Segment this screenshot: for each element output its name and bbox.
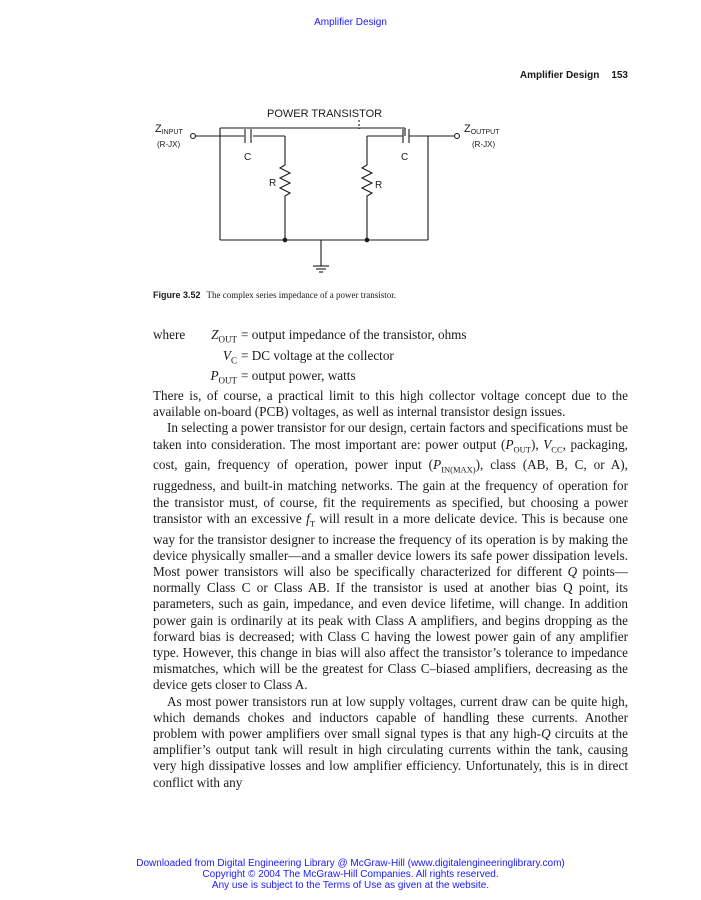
- def-text: = DC voltage at the collector: [241, 347, 394, 363]
- def-text: = output impedance of the transistor, ohms: [241, 327, 467, 342]
- capacitor-left: [245, 129, 251, 143]
- p3-text-a: As most power transistors run at low supply voltages, current draw can be quite high, which demands chokes and inductors capable of handling these currents. Another problem with power amplifiers over small signal types is that any high-: [153, 693, 628, 741]
- paragraph-2: [153, 420, 628, 693]
- ground-bus: [220, 238, 428, 272]
- p3-text-b: circuits at the amplifier’s output tank will result in high circulating currents within the tank, causing very high dissipative losses and low amplifier efficiency. Unfortunately, this is in direct conflict with any: [153, 725, 628, 790]
- p2-ft-sub: T: [309, 518, 316, 529]
- p2-pin-sub: IN(MAX): [441, 465, 476, 476]
- z-output-paren: (R-JX): [472, 140, 496, 149]
- def-text-value: DC voltage at the collector: [251, 347, 394, 363]
- p3-q: Q: [541, 725, 551, 741]
- symbol-definitions: [153, 327, 467, 389]
- p2-pout-letter: P: [505, 436, 514, 452]
- top-link[interactable]: Amplifier Design: [314, 17, 387, 28]
- resistor-right-label: R: [375, 180, 383, 191]
- p2-vcc-sub: CC: [551, 444, 563, 455]
- p2-vcc-letter: V: [543, 436, 552, 452]
- p2-vcc: [543, 436, 563, 455]
- def-text-value: output power, watts: [251, 368, 356, 384]
- p2-text-c: , packaging, cost, gain, frequency of operation, power input (: [153, 436, 628, 473]
- def-text: = output power, watts: [241, 368, 356, 384]
- z-input-symbol: Z: [155, 123, 162, 135]
- footer-download-link[interactable]: Downloaded from Digital Engineering Library @ McGraw-Hill (www.digitalengineeringlibrary.com): [136, 858, 565, 869]
- footer-copyright[interactable]: Copyright © 2004 The McGraw-Hill Companies. All rights reserved.: [202, 869, 499, 880]
- p2-q: Q: [567, 563, 578, 579]
- def-text-value: output impedance of the transistor, ohms: [251, 327, 467, 342]
- capacitor-left-label: C: [244, 152, 252, 163]
- p2-text-b: ),: [530, 436, 544, 452]
- z-input-paren: (R-JX): [157, 140, 181, 149]
- capacitor-right-label: C: [401, 152, 409, 163]
- p2-ft-letter: f: [306, 510, 310, 526]
- input-wiring: [191, 128, 409, 240]
- def-symbol-sub: OUT: [218, 375, 237, 386]
- p2-text-e: will result in a more delicate device. This is because one way for the transistor designer to increase the frequency of its operation is by making the device physically smaller—and a smaller device lowers its safe power dissipation levels. Most power transistors will also be specifically characterized for different: [153, 510, 628, 579]
- where-intro: where: [153, 327, 186, 342]
- z-input-label: [155, 123, 183, 136]
- p2-pin-letter: P: [433, 457, 442, 473]
- caption-label: Figure 3.52: [153, 290, 201, 300]
- p2-pout: [505, 436, 531, 455]
- footer: [0, 858, 701, 891]
- p2-pin: [433, 457, 476, 476]
- footer-terms[interactable]: Any use is subject to the Terms of Use as given at the website.: [211, 880, 490, 891]
- definition-row: [153, 348, 467, 369]
- z-output-sub: OUTPUT: [470, 129, 500, 136]
- resistor-left: [280, 160, 290, 240]
- def-symbol-letter: P: [210, 368, 219, 384]
- p2-text-d: ), class (AB, B, C, or A), ruggedness, and built-in matching networks. The gain at the frequency of operation for the transistor must, of course, fit the requirements as specified, but choosing a power transistor with an excessive: [153, 457, 628, 526]
- running-head: [520, 70, 628, 81]
- paragraph-1: There is, of course, a practical limit to this high collector voltage concept due to the available on-board (PCB) voltages, as well as internal transistor design issues.: [153, 388, 628, 420]
- def-symbol-sub: C: [230, 355, 237, 366]
- body-text: [153, 388, 628, 791]
- p2-text-a: In selecting a power transistor for our design, certain factors and specifications must be taken into consideration. The most important are: power output (: [153, 420, 628, 452]
- resistor-left-label: R: [269, 178, 277, 189]
- p2-ft: [306, 510, 316, 529]
- caption-text: The complex series impedance of a power transistor.: [206, 290, 396, 300]
- definition-row: [153, 368, 467, 389]
- capacitor-right: [403, 129, 409, 143]
- def-symbol-letter: Z: [211, 327, 219, 342]
- figure-caption: [153, 290, 396, 300]
- z-output-symbol: Z: [464, 123, 471, 135]
- def-symbol: [153, 348, 237, 369]
- def-symbol-sub: OUT: [218, 334, 237, 345]
- z-input-sub: INPUT: [161, 129, 183, 136]
- output-terminal: [455, 134, 460, 139]
- p2-text-f: points—normally Class C or Class AB. If the transistor is used at another bias Q point, its parameters, such as gain, impedance, and even device lifetime, will change. In addition power gain is ordinarily at its peak with Class A amplifiers, and begins dropping as the forward bias is decreased; with Class C having the lowest power gain of any amplifier type. However, this change in bias will also affect the transistor’s tolerance to impedance mismatches, which will be the greatest for Class C–biased amplifiers, decreasing as the device gets closer to Class A.: [153, 563, 628, 693]
- input-terminal: [191, 134, 196, 139]
- page-number: 153: [611, 70, 628, 81]
- figure-title: POWER TRANSISTOR: [267, 108, 383, 120]
- z-output-label: [464, 123, 500, 136]
- def-symbol: [153, 368, 237, 389]
- running-title: Amplifier Design: [519, 70, 600, 81]
- def-symbol-letter: V: [222, 347, 231, 363]
- paragraph-3: [153, 694, 628, 791]
- circuit-figure: [145, 98, 525, 283]
- definition-row: [153, 327, 467, 348]
- resistor-right: [362, 160, 372, 240]
- p2-pout-sub: OUT: [513, 444, 531, 455]
